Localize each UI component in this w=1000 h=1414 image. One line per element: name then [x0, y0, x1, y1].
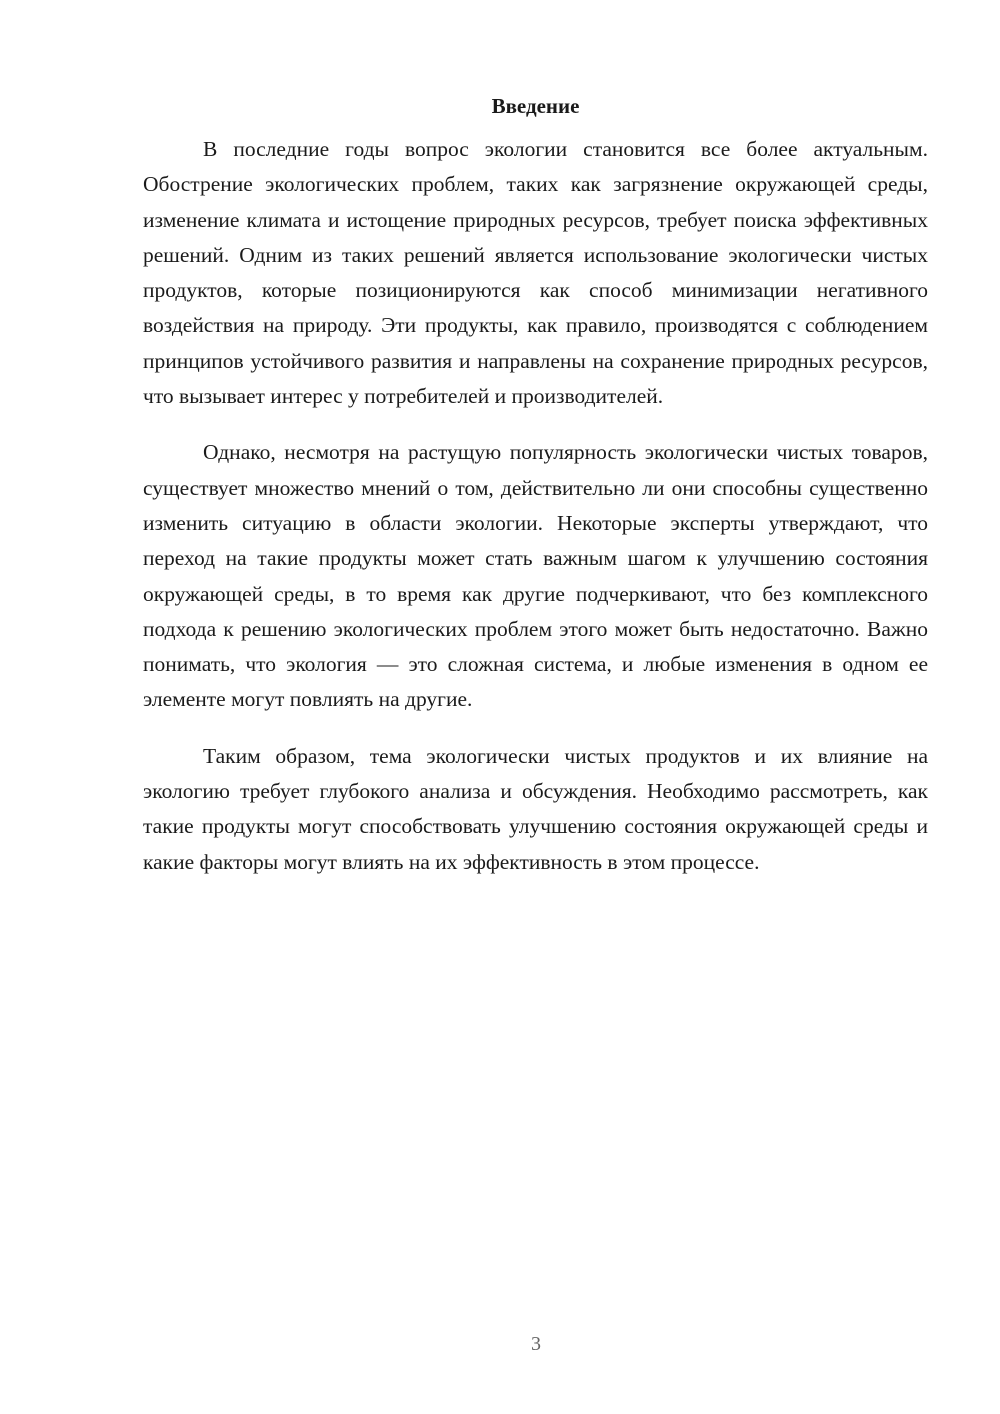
page-content — [143, 92, 928, 901]
paragraph-1: В последние годы вопрос экологии становится все более актуальным. Обострение экологических проблем, таких как загрязнение окружающей среды, изменение климата и истощение природных ресурсов, требует поиска эффективных решений. Одним из таких решений является использование экологически чистых продуктов, которые позиционируются как способ минимизации негативного воздействия на природу. Эти продукты, как правило, производятся с соблюдением принципов устойчивого развития и направлены на сохранение природных ресурсов, что вызывает интерес у потребителей и производителей. — [143, 137, 928, 409]
paragraph-2: Однако, несмотря на растущую популярность экологически чистых товаров, существует множество мнений о том, действительно ли они способны существенно изменить ситуацию в области экологии. Некоторые эксперты утверждают, что переход на такие продукты может стать важным шагом к улучшению состояния окружающей среды, в то время как другие подчеркивают, что без комплексного подхода к решению экологических проблем этого может быть недостаточно. Важно понимать, что экология — это сложная система, и любые изменения в одном ее элементе могут повлиять на другие. — [143, 440, 928, 712]
page-number: 3 — [531, 1333, 541, 1355]
paragraph-3: Таким образом, тема экологически чистых продуктов и их влияние на экологию требует глубокого анализа и обсуждения. Необходимо рассмотреть, как такие продукты могут способствовать улучшению состояния окружающей среды и какие факторы могут влиять на их эффективность в этом процессе. — [143, 743, 928, 874]
section-heading: Введение — [491, 94, 580, 118]
